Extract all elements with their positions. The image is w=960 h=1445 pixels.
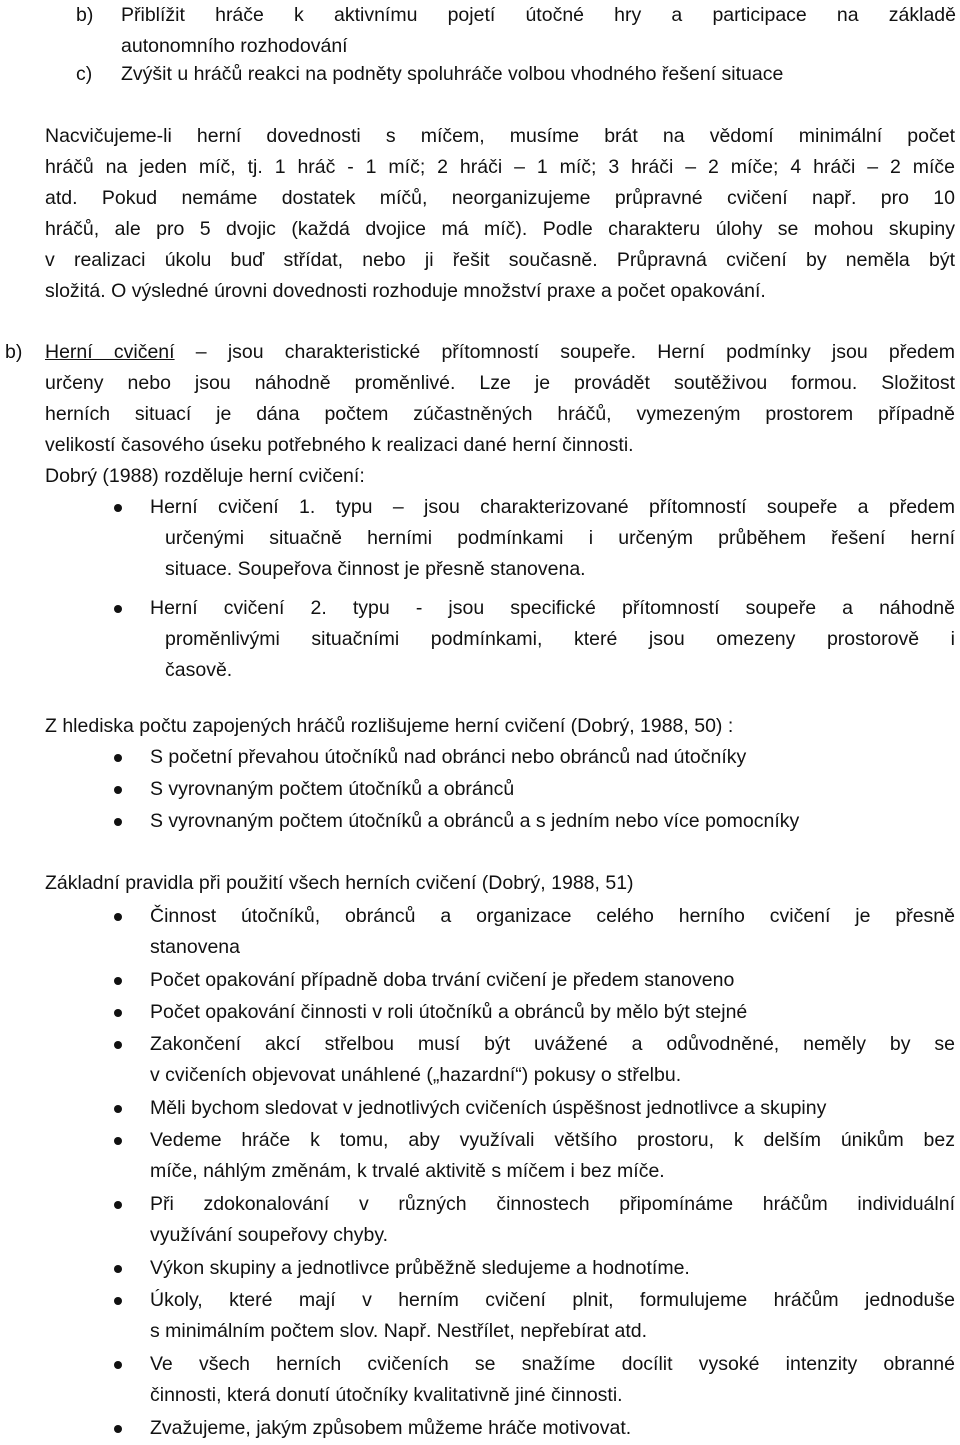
text-line: Činnost útočníků, obránců a organizace celého herního cvičení je přesně	[150, 905, 955, 927]
list-item-text	[150, 806, 955, 837]
bullet-icon	[114, 1425, 122, 1433]
text-line: Počet opakování případně doba trvání cvičení je předem stanoveno	[150, 969, 735, 991]
text-line: určeny nebo jsou náhodně proměnlivé. Lze je provádět soutěživou formou. Složitost	[45, 372, 955, 394]
list-item-text	[150, 1093, 955, 1124]
bullet-icon	[114, 1041, 122, 1049]
list-item	[105, 1189, 955, 1253]
text-line: S vyrovnaným počtem útočníků a obránců	[150, 778, 515, 800]
text-line: Vedeme hráče k tomu, aby využívali většího prostoru, k delším únikům bez	[150, 1129, 955, 1151]
text-line: s minimálním počtem slov. Např. Nestřílet, nepřebírat atd.	[150, 1320, 648, 1342]
dobry-line: Dobrý (1988) rozděluje herní cvičení:	[45, 465, 365, 487]
bullet-icon	[114, 1137, 122, 1145]
list-item	[105, 742, 955, 774]
text-line: atd. Pokud nemáme dostatek míčů, neorganizujeme průpravné cvičení např. pro 10	[45, 187, 955, 209]
text-line: Přiblížit hráče k aktivnímu pojetí útočné hry a participace na základě	[121, 4, 956, 26]
list-item-text	[150, 901, 955, 963]
text-line: složitá. O výsledné úrovni dovednosti rozhoduje množství praxe a počet opakování.	[45, 280, 766, 302]
text-line: Úkoly, které mají v herním cvičení plnit, formulujeme hráčům jednoduše	[150, 1289, 955, 1311]
text-line: činnosti, která donutí útočníky kvalitativně jiné činnosti.	[150, 1384, 623, 1406]
text-line: Herní cvičení 1. typu – jsou charakterizované přítomností soupeře a předem	[150, 496, 955, 518]
text-line: velikostí časového úseku potřebného k realizaci dané herní činnosti.	[45, 434, 634, 456]
text-line: Zvažujeme, jakým způsobem můžeme hráče motivovat.	[150, 1417, 632, 1439]
text-line: Nacvičujeme-li herní dovednosti s míčem, musíme brát na vědomí minimální počet	[45, 125, 955, 147]
list-item	[105, 593, 955, 686]
text-line: Měli bychom sledovat v jednotlivých cvičeních úspěšnost jednotlivce a skupiny	[150, 1097, 827, 1119]
list-item-text	[150, 1029, 955, 1091]
bullet-icon	[114, 913, 122, 921]
text-line: situace. Soupeřova činnost je přesně stanovena.	[165, 558, 586, 580]
text-line: Zakončení akcí střelbou musí být uvážené a odůvodněné, neměly by se	[150, 1033, 955, 1055]
bullet-icon	[114, 977, 122, 985]
exercise-types-list	[105, 492, 955, 686]
text-line: v cvičeních objevovat unáhlené („hazardní“) pokusy o střelbu.	[150, 1064, 682, 1086]
text-line: Počet opakování činnosti v roli útočníků a obránců by mělo být stejné	[150, 1001, 748, 1023]
rules-list	[105, 901, 955, 1445]
text-line: Při zdokonalování v různých činnostech připomínáme hráčům individuální	[150, 1193, 955, 1215]
list-item	[105, 774, 955, 806]
list-item-text	[150, 1189, 955, 1251]
bullet-icon	[114, 1265, 122, 1273]
list-item	[105, 1029, 955, 1093]
list-item	[105, 1349, 955, 1413]
bullet-icon	[114, 1361, 122, 1369]
list-item	[105, 997, 955, 1029]
rules-heading: Základní pravidla při použití všech herních cvičení (Dobrý, 1988, 51)	[45, 872, 634, 894]
list-item	[105, 806, 955, 838]
list-item	[105, 1125, 955, 1189]
text-line: proměnlivými situačními podmínkami, které jsou omezeny prostorově i	[165, 628, 955, 650]
text-line: Herní cvičení 2. typu - jsou specifické přítomností soupeře a náhodně	[150, 597, 955, 619]
bullet-icon	[114, 786, 122, 794]
paragraph-ball-skills	[45, 121, 955, 307]
text-line: určenými situačně herními podmínkami i určeným průběhem řešení herní	[165, 527, 955, 549]
item-marker: c)	[76, 63, 93, 85]
list-item	[105, 901, 955, 965]
text-line: časově.	[165, 659, 233, 681]
list-item-text	[150, 593, 955, 686]
text-line	[45, 337, 955, 368]
text-line: autonomního rozhodování	[121, 35, 348, 57]
list-item	[105, 965, 955, 997]
text-line: Ve všech herních cvičeních se snažíme docílit vysoké intenzity obranné	[150, 1353, 955, 1375]
list-item-text	[150, 1413, 955, 1444]
list-item	[105, 1093, 955, 1125]
text-line: S vyrovnaným počtem útočníků a obránců a s jedním nebo více pomocníky	[150, 810, 800, 832]
list-item-text	[150, 1253, 955, 1284]
text-line: stanovena	[150, 936, 240, 958]
list-item-text	[150, 1285, 955, 1347]
list-item-text	[150, 1349, 955, 1411]
text-line: Výkon skupiny a jednotlivce průběžně sledujeme a hodnotíme.	[150, 1257, 690, 1279]
section-marker: b)	[5, 341, 23, 363]
bullet-icon	[114, 504, 122, 512]
bullet-icon	[114, 754, 122, 762]
list-item-text	[150, 997, 955, 1028]
list-item	[105, 1285, 955, 1349]
list-item	[105, 1413, 955, 1445]
text-line: S početní převahou útočníků nad obránci nebo obránců nad útočníky	[150, 746, 747, 768]
list-item-text	[150, 774, 955, 805]
bullet-icon	[114, 1201, 122, 1209]
bullet-icon	[114, 1009, 122, 1017]
text-line: v realizaci úkolu buď střídat, nebo ji řešit současně. Průpravná cvičení by neměla být	[45, 249, 955, 271]
item-text	[121, 0, 956, 62]
bullet-icon	[114, 1105, 122, 1113]
section-body	[45, 337, 955, 492]
item-marker: b)	[76, 4, 94, 26]
list-item-text	[150, 742, 955, 773]
section-term: Herní cvičení	[45, 341, 175, 363]
bullet-icon	[114, 605, 122, 613]
text-line: Zvýšit u hráčů reakci na podněty spoluhráče volbou vhodného řešení situace	[121, 63, 784, 85]
text-line: herních situací je dána počtem zúčastněných hráčů, vymezeným prostorem případně	[45, 403, 955, 425]
list-item-text	[150, 1125, 955, 1187]
text-line: využívání soupeřovy chyby.	[150, 1224, 389, 1246]
players-heading: Z hlediska počtu zapojených hráčů rozlišujeme herní cvičení (Dobrý, 1988, 50) :	[45, 715, 734, 737]
list-item	[105, 1253, 955, 1285]
item-text	[121, 59, 956, 90]
bullet-icon	[114, 1297, 122, 1305]
text-line: hráčů, ale pro 5 dvojic (každá dvojice má míč). Podle charakteru úlohy se mohou skupiny	[45, 218, 955, 240]
section-first-line-rest: – jsou charakteristické přítomností soupeře. Herní podmínky jsou předem	[174, 341, 955, 363]
list-item	[105, 492, 955, 593]
text-line: hráčů na jeden míč, tj. 1 hráč - 1 míč; 2 hráči – 1 míč; 3 hráči – 2 míče; 4 hráči – 2 míče	[45, 156, 955, 178]
list-item-text	[150, 492, 955, 585]
text-line: míče, náhlým změnám, k trvalé aktivitě s míčem i bez míče.	[150, 1160, 665, 1182]
players-list	[105, 742, 955, 838]
bullet-icon	[114, 818, 122, 826]
list-item-text	[150, 965, 955, 996]
